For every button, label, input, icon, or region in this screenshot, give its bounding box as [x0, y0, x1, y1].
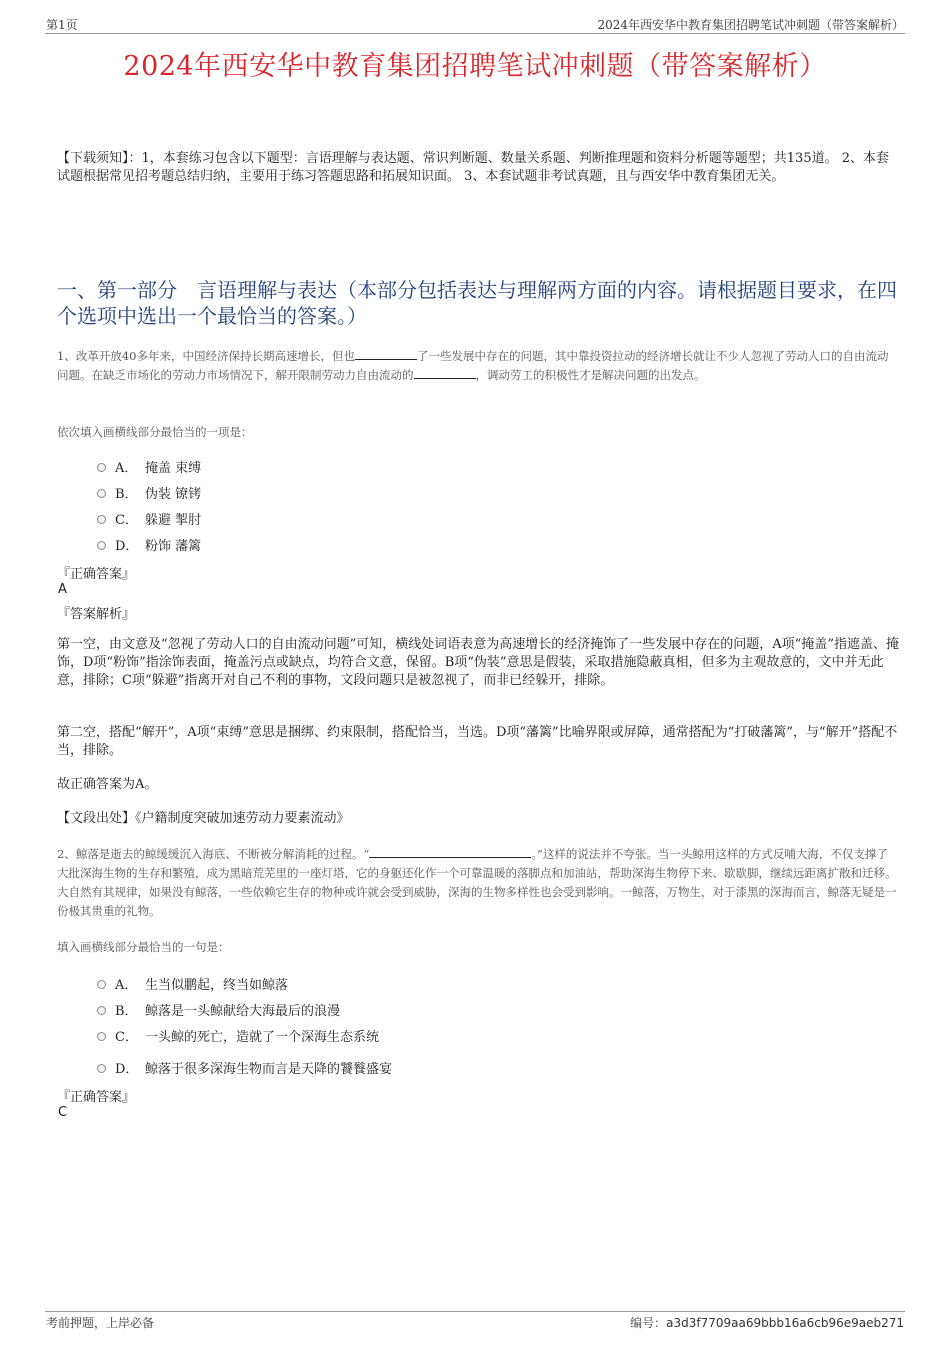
option-text: 鲸落于很多深海生物而言是天降的饕餮盛宴 — [145, 1061, 393, 1077]
radio-icon[interactable] — [97, 980, 106, 989]
question-1-text — [57, 347, 899, 385]
option-text: 伪装 镣铐 — [145, 486, 202, 502]
footer-slogan: 考前押题，上岸必备 — [46, 1316, 155, 1330]
option-text: 鲸落是一头鲸献给大海最后的浪漫 — [145, 1003, 341, 1019]
question-2-option-a[interactable] — [97, 974, 288, 992]
option-letter: C． — [115, 512, 138, 528]
question-2-text-part-a: 2、鲸落是逝去的鲸缓缓沉入海底、不断被分解消耗的过程。“ — [57, 847, 370, 861]
option-text: 躲避 掣肘 — [145, 512, 202, 528]
option-letter: B． — [115, 1003, 138, 1019]
footer-code-value: a3d3f7709aa69bbb16a6cb96e9aeb271 — [666, 1316, 904, 1330]
question-1-text-part-c: ，调动劳工的积极性才是解决问题的出发点。 — [475, 368, 706, 382]
radio-icon[interactable] — [97, 1006, 106, 1015]
question-2-text — [57, 845, 899, 921]
option-text: 一头鲸的死亡，造就了一个深海生态系统 — [145, 1029, 380, 1045]
radio-icon[interactable] — [97, 489, 106, 498]
download-notice: 【下载须知】：1，本套练习包含以下题型：言语理解与表达题、常识判断题、数量关系题、判断推理题和资料分析题等题型；共135道。 2、本套试题根据常见招考题总结归纳，主要用于练习答题思路和拓展知识面。 3、本套试题非考试真题，且与西安华中教育集团无关。 — [57, 151, 889, 184]
footer-code — [630, 1314, 904, 1331]
header-divider — [45, 33, 905, 34]
header-doc-title: 2024年西安华中教育集团招聘笔试冲刺题（带答案解析） — [597, 18, 904, 32]
question-2-option-d[interactable] — [97, 1058, 392, 1076]
radio-icon[interactable] — [97, 1064, 106, 1073]
option-letter: D． — [115, 538, 139, 554]
radio-icon[interactable] — [97, 541, 106, 550]
question-2-answer: C — [58, 1105, 68, 1120]
footer-code-label: 编号： — [630, 1316, 667, 1330]
option-letter: B． — [115, 486, 138, 502]
option-letter: A． — [115, 460, 138, 476]
question-1-prompt: 依次填入画横线部分最恰当的一项是： — [57, 425, 253, 439]
question-1-analysis-label: 『答案解析』 — [57, 607, 136, 622]
question-1-analysis-2: 第二空，搭配“解开”，A项“束缚”意思是捆绑、约束限制，搭配恰当，当选。D项“藩篱”比喻界限或屏障，通常搭配为“打破藩篱”，与“解开”搭配不当，排除。 — [57, 725, 898, 758]
question-2-answer-label: 『正确答案』 — [57, 1090, 136, 1105]
question-1-blank-1 — [355, 347, 417, 360]
option-text: 粉饰 藩篱 — [145, 538, 202, 554]
option-letter: C． — [115, 1029, 138, 1045]
question-1-answer: A — [58, 582, 67, 597]
question-1-blank-2 — [414, 366, 476, 379]
option-text: 生当似鹏起，终当如鲸落 — [145, 977, 289, 993]
question-2-prompt: 填入画横线部分最恰当的一句是： — [57, 940, 230, 954]
question-1-analysis-1: 第一空，由文意及“忽视了劳动人口的自由流动问题”可知，横线处词语表意为高速增长的经济掩饰了一些发展中存在的问题，A项“掩盖”指遮盖、掩饰，D项“粉饰”指涂饰表面，掩盖污点或缺点，均符合文意，保留。B项“伪装”意思是假装，采取措施隐蔽真相，但多为主观故意的，文中并无此意，排除；C项“躲避”指离开对自己不利的事物，文段问题只是被忽视了，而非已经躲开，排除。 — [57, 637, 899, 688]
question-1-answer-label: 『正确答案』 — [57, 567, 136, 582]
question-2-text-part-b: 。”这样的说法并不夸张。当一头鲸用这样的方式反哺大海，不仅支撑了大批深海生物的生存和繁殖，成为黑暗荒芜里的一座灯塔，它的身躯还化作一个可靠温暖的落脚点和加油站，帮助深海生物停下来、歇歇脚，继续远距离扩散和迁移。大自然有其规律，如果没有鲸落，一些依赖它生存的物种或许就会受到威胁，深海的生物多样性也会受到影响。一鲸落，万物生，对于漆黑的深海而言，鲸落无疑是一份极其贵重的礼物。 — [57, 847, 897, 918]
question-1-option-d[interactable] — [97, 535, 201, 553]
option-letter: D． — [115, 1061, 139, 1077]
question-1-text-part-b: 了一些发展中存在的问题，其中靠投资拉动的经济增长就让不少人忽视了劳动人口的自由流动问题。在缺乏市场化的劳动力市场情况下，解开限制劳动力自由流动的 — [57, 349, 889, 382]
footer-divider — [45, 1311, 905, 1312]
question-1-source: 【文段出处】《户籍制度突破加速劳动力要素流动》 — [57, 811, 350, 826]
question-1-text-part-a: 1、改革开放40多年来，中国经济保持长期高速增长，但也 — [57, 349, 355, 363]
question-2-option-b[interactable] — [97, 1000, 340, 1018]
header-page-number: 第1页 — [46, 18, 78, 32]
question-1-conclusion: 故正确答案为A。 — [57, 777, 158, 792]
question-2-blank — [369, 845, 531, 858]
question-1-option-b[interactable] — [97, 483, 201, 501]
radio-icon[interactable] — [97, 1032, 106, 1041]
option-text: 掩盖 束缚 — [145, 460, 202, 476]
page-title: 2024年西安华中教育集团招聘笔试冲刺题（带答案解析） — [123, 51, 827, 82]
question-1-option-a[interactable] — [97, 457, 201, 475]
question-2-option-c[interactable] — [97, 1026, 379, 1044]
radio-icon[interactable] — [97, 463, 106, 472]
radio-icon[interactable] — [97, 515, 106, 524]
question-1-option-c[interactable] — [97, 509, 201, 527]
option-letter: A． — [115, 977, 138, 993]
section-heading: 一、第一部分 言语理解与表达（本部分包括表达与理解两方面的内容。请根据题目要求，在四个选项中选出一个最恰当的答案。） — [57, 278, 897, 328]
